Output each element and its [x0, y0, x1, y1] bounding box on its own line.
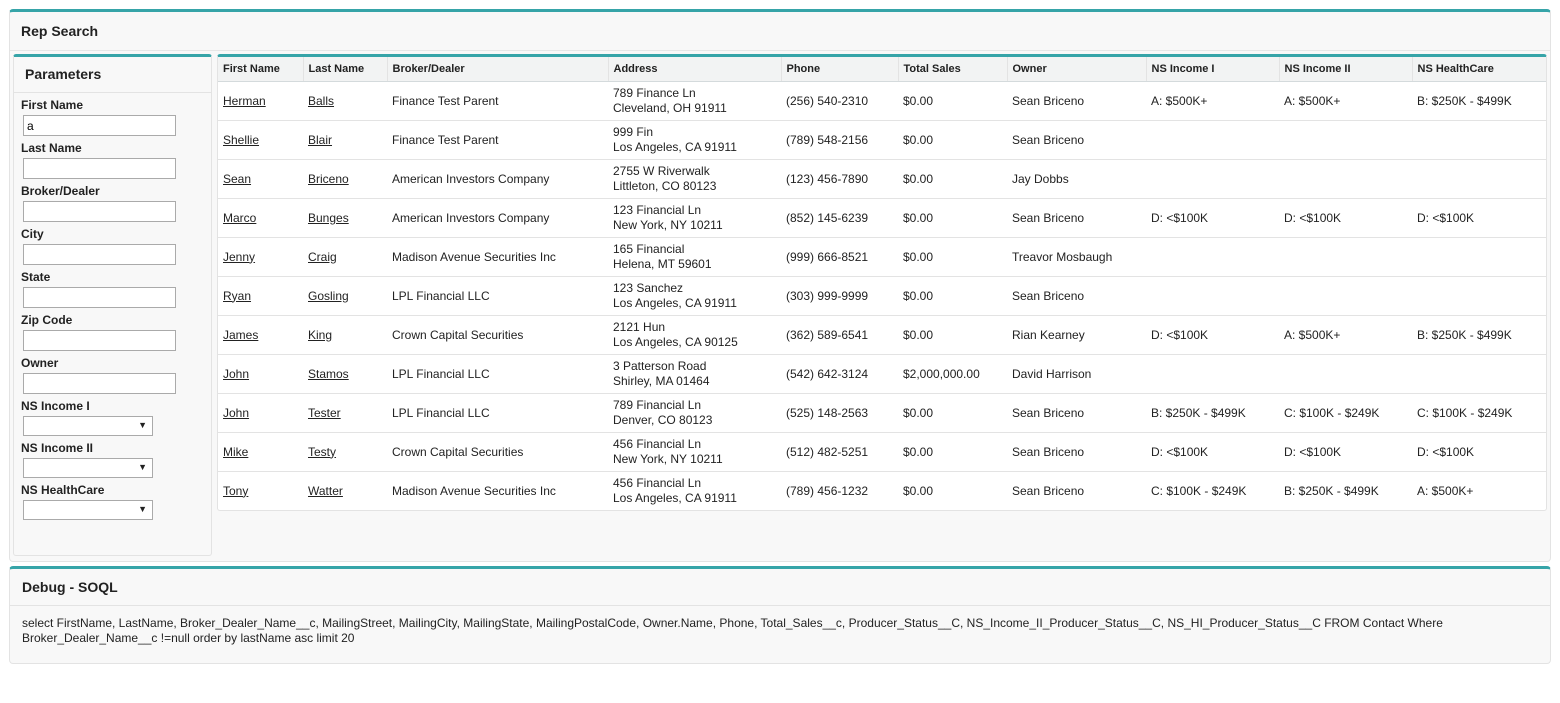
last-name-cell	[303, 472, 387, 511]
broker-dealer: LPL Financial LLC	[392, 366, 490, 381]
owner: Sean Briceno	[1012, 93, 1085, 108]
field-state	[21, 270, 211, 308]
owner: Sean Briceno	[1012, 444, 1085, 459]
total-sales: $0.00	[903, 132, 934, 147]
column-header-first-name[interactable]: First Name	[218, 57, 303, 82]
column-header-address[interactable]: Address	[608, 57, 781, 82]
column-header-total-sales[interactable]: Total Sales	[898, 57, 1007, 82]
ns-healthcare: D: <$100K	[1417, 444, 1475, 459]
column-header-ns-healthcare[interactable]: NS HealthCare	[1412, 57, 1546, 82]
ns-income-i: B: $250K - $499K	[1151, 405, 1246, 420]
ns-income-ii: D: <$100K	[1284, 210, 1342, 225]
table-header-row	[218, 57, 1546, 82]
ns-healthcare-cell	[1412, 160, 1546, 199]
table-row	[218, 238, 1546, 277]
last-name-input[interactable]	[23, 158, 176, 179]
ns-income-i: C: $100K - $249K	[1151, 483, 1247, 498]
owner: Sean Briceno	[1012, 405, 1085, 420]
phone: (852) 145-6239	[786, 210, 869, 225]
first-name-link[interactable]: John	[223, 366, 250, 381]
owner: Rian Kearney	[1012, 327, 1085, 342]
ns-income-ii-cell	[1279, 433, 1412, 472]
owner-label: Owner	[21, 356, 59, 370]
address-street: 789 Financial Ln	[613, 398, 702, 412]
first-name-link[interactable]: Mike	[223, 444, 249, 459]
address-street: 165 Financial	[613, 242, 685, 256]
owner-cell	[1007, 277, 1146, 316]
ns-income-i-cell	[1146, 355, 1279, 394]
phone: (542) 642-3124	[786, 366, 869, 381]
total-sales: $0.00	[903, 288, 934, 303]
address-cell	[608, 394, 781, 433]
address-city-state-zip: Los Angeles, CA 91911	[613, 491, 737, 505]
phone-cell	[781, 82, 898, 121]
city-input[interactable]	[23, 244, 176, 265]
owner-cell	[1007, 394, 1146, 433]
ns-income-i-cell	[1146, 316, 1279, 355]
parameters-panel	[13, 54, 212, 556]
ns-income-ii: B: $250K - $499K	[1284, 483, 1379, 498]
first-name-cell	[218, 160, 303, 199]
table-row	[218, 472, 1546, 511]
table-row	[218, 160, 1546, 199]
broker-dealer-input[interactable]	[23, 201, 176, 222]
total-sales: $0.00	[903, 171, 934, 186]
table-row	[218, 121, 1546, 160]
owner: David Harrison	[1012, 366, 1092, 381]
field-ns-healthcare	[21, 483, 211, 520]
table-row	[218, 433, 1546, 472]
phone-cell	[781, 394, 898, 433]
table-row	[218, 199, 1546, 238]
last-name-cell	[303, 433, 387, 472]
table-row	[218, 355, 1546, 394]
total-sales-cell	[898, 355, 1007, 394]
parameters-title: Parameters	[14, 57, 211, 93]
rep-search-title: Rep Search	[10, 12, 1550, 51]
soql-query-text: select FirstName, LastName, Broker_Dealer_Name__c, MailingStreet, MailingCity, MailingState, MailingPostalCode, Owner.Name, Phone, Total_Sales__c, Producer_Status__C, NS_Income_II_Producer_Status__C, NS_HI_Producer_Status__C FROM Contact Where Broker_Dealer_Name__c !=null order by lastName asc limit 20	[22, 616, 1443, 645]
ns-income-i-label: NS Income I	[21, 399, 90, 413]
zip-code-label: Zip Code	[21, 313, 73, 327]
last-name-link[interactable]: Testy	[308, 444, 337, 459]
first-name-cell	[218, 121, 303, 160]
owner-cell	[1007, 433, 1146, 472]
broker-dealer: American Investors Company	[392, 171, 550, 186]
column-header-ns-income-i[interactable]: NS Income I	[1146, 57, 1279, 82]
address-city-state-zip: Los Angeles, CA 91911	[613, 140, 737, 154]
field-ns-income-ii	[21, 441, 211, 478]
broker-dealer-cell	[387, 238, 608, 277]
ns-healthcare-cell	[1412, 316, 1546, 355]
ns-income-i-cell	[1146, 472, 1279, 511]
column-header-ns-income-ii[interactable]: NS Income II	[1279, 57, 1412, 82]
broker-dealer-cell	[387, 277, 608, 316]
broker-dealer: LPL Financial LLC	[392, 405, 490, 420]
column-header-broker-dealer[interactable]: Broker/Dealer	[387, 57, 608, 82]
address-cell	[608, 316, 781, 355]
last-name-cell	[303, 316, 387, 355]
phone-cell	[781, 199, 898, 238]
total-sales: $0.00	[903, 93, 934, 108]
last-name-label: Last Name	[21, 141, 82, 155]
first-name-cell	[218, 394, 303, 433]
debug-title: Debug - SOQL	[10, 569, 1550, 606]
owner: Sean Briceno	[1012, 210, 1085, 225]
broker-dealer-cell	[387, 199, 608, 238]
first-name-link[interactable]: Jenny	[223, 249, 256, 264]
ns-income-i-cell	[1146, 160, 1279, 199]
broker-dealer-cell	[387, 82, 608, 121]
broker-dealer: American Investors Company	[392, 210, 550, 225]
phone: (789) 456-1232	[786, 483, 869, 498]
broker-dealer: Crown Capital Securities	[392, 327, 524, 342]
address-city-state-zip: New York, NY 10211	[613, 218, 723, 232]
ns-income-ii-cell	[1279, 121, 1412, 160]
ns-income-ii-cell	[1279, 277, 1412, 316]
ns-income-i-cell	[1146, 199, 1279, 238]
last-name-cell	[303, 199, 387, 238]
last-name-cell	[303, 121, 387, 160]
parameters-form	[14, 98, 211, 520]
dropdown-arrow-icon: ▼	[138, 462, 147, 472]
phone-cell	[781, 121, 898, 160]
state-input[interactable]	[23, 287, 176, 308]
ns-healthcare: B: $250K - $499K	[1417, 327, 1512, 342]
phone-cell	[781, 316, 898, 355]
first-name-cell	[218, 82, 303, 121]
first-name-label: First Name	[21, 98, 84, 112]
broker-dealer: Crown Capital Securities	[392, 444, 524, 459]
owner-cell	[1007, 121, 1146, 160]
rep-search-panel	[9, 9, 1551, 562]
address-cell	[608, 238, 781, 277]
state-label: State	[21, 270, 51, 284]
broker-dealer-cell	[387, 355, 608, 394]
ns-healthcare-cell	[1412, 355, 1546, 394]
field-last-name	[21, 141, 211, 179]
ns-healthcare-cell	[1412, 394, 1546, 433]
owner-cell	[1007, 316, 1146, 355]
broker-dealer-label: Broker/Dealer	[21, 184, 100, 198]
ns-income-ii-cell	[1279, 199, 1412, 238]
ns-healthcare-label: NS HealthCare	[21, 483, 105, 497]
ns-healthcare: B: $250K - $499K	[1417, 93, 1512, 108]
owner-input[interactable]	[23, 373, 176, 394]
ns-income-i-cell	[1146, 238, 1279, 277]
last-name-cell	[303, 238, 387, 277]
phone: (362) 589-6541	[786, 327, 869, 342]
address-cell	[608, 82, 781, 121]
last-name-cell	[303, 82, 387, 121]
total-sales-cell	[898, 394, 1007, 433]
phone-cell	[781, 160, 898, 199]
ns-income-i-cell	[1146, 82, 1279, 121]
dropdown-arrow-icon: ▼	[138, 504, 147, 514]
address-cell	[608, 355, 781, 394]
ns-income-i-cell	[1146, 433, 1279, 472]
ns-healthcare-cell	[1412, 472, 1546, 511]
last-name-link[interactable]: Bunges	[308, 210, 349, 225]
address-street: 2121 Hun	[613, 320, 666, 334]
ns-healthcare-cell	[1412, 238, 1546, 277]
first-name-link[interactable]: John	[223, 405, 250, 420]
ns-income-i: D: <$100K	[1151, 327, 1209, 342]
ns-income-ii-cell	[1279, 355, 1412, 394]
ns-healthcare-cell	[1412, 433, 1546, 472]
address-city-state-zip: Los Angeles, CA 91911	[613, 296, 737, 310]
debug-soql-panel	[9, 566, 1551, 664]
ns-income-ii-cell	[1279, 160, 1412, 199]
last-name-link[interactable]: Stamos	[308, 366, 349, 381]
column-header-last-name[interactable]: Last Name	[303, 57, 387, 82]
address-cell	[608, 199, 781, 238]
broker-dealer: Madison Avenue Securities Inc	[392, 249, 556, 264]
total-sales: $0.00	[903, 444, 934, 459]
ns-income-ii: A: $500K+	[1284, 93, 1341, 108]
table-row	[218, 394, 1546, 433]
broker-dealer-cell	[387, 160, 608, 199]
total-sales: $2,000,000.00	[903, 366, 980, 381]
first-name-link[interactable]: Herman	[223, 93, 266, 108]
broker-dealer: Finance Test Parent	[392, 132, 499, 147]
last-name-cell	[303, 394, 387, 433]
first-name-input[interactable]	[23, 115, 176, 136]
first-name-cell	[218, 433, 303, 472]
first-name-cell	[218, 355, 303, 394]
ns-healthcare: D: <$100K	[1417, 210, 1475, 225]
address-city-state-zip: Helena, MT 59601	[613, 257, 712, 271]
field-owner	[21, 356, 211, 394]
address-city-state-zip: Los Angeles, CA 90125	[613, 335, 738, 349]
owner-cell	[1007, 82, 1146, 121]
ns-income-ii-cell	[1279, 316, 1412, 355]
owner: Sean Briceno	[1012, 132, 1085, 147]
owner-cell	[1007, 238, 1146, 277]
last-name-link[interactable]: Balls	[308, 93, 335, 108]
table-body	[218, 82, 1546, 511]
broker-dealer-cell	[387, 472, 608, 511]
phone: (256) 540-2310	[786, 93, 869, 108]
last-name-cell	[303, 355, 387, 394]
last-name-cell	[303, 160, 387, 199]
ns-income-ii-label: NS Income II	[21, 441, 94, 455]
ns-income-ii-cell	[1279, 394, 1412, 433]
total-sales-cell	[898, 316, 1007, 355]
first-name-link[interactable]: Shellie	[223, 132, 260, 147]
total-sales-cell	[898, 433, 1007, 472]
dropdown-arrow-icon: ▼	[138, 420, 147, 430]
address-street: 2755 W Riverwalk	[613, 164, 710, 178]
results-table	[218, 57, 1547, 511]
last-name-link[interactable]: Briceno	[308, 171, 349, 186]
owner: Sean Briceno	[1012, 288, 1085, 303]
first-name-link[interactable]: Sean	[223, 171, 252, 186]
phone: (999) 666-8521	[786, 249, 869, 264]
owner-cell	[1007, 355, 1146, 394]
address-cell	[608, 160, 781, 199]
phone-cell	[781, 433, 898, 472]
ns-income-i-select[interactable]	[23, 416, 153, 436]
phone-cell	[781, 277, 898, 316]
table-row	[218, 316, 1546, 355]
city-label: City	[21, 227, 44, 241]
ns-healthcare-cell	[1412, 199, 1546, 238]
first-name-link[interactable]: Ryan	[223, 288, 252, 303]
ns-income-ii-select[interactable]	[23, 458, 153, 478]
phone-cell	[781, 238, 898, 277]
ns-income-ii: D: <$100K	[1284, 444, 1342, 459]
address-cell	[608, 121, 781, 160]
total-sales-cell	[898, 199, 1007, 238]
address-street: 456 Financial Ln	[613, 476, 702, 490]
phone: (512) 482-5251	[786, 444, 869, 459]
phone: (123) 456-7890	[786, 171, 869, 186]
ns-healthcare: A: $500K+	[1417, 483, 1474, 498]
ns-healthcare: C: $100K - $249K	[1417, 405, 1513, 420]
ns-income-i-cell	[1146, 277, 1279, 316]
ns-income-ii: A: $500K+	[1284, 327, 1341, 342]
phone-cell	[781, 355, 898, 394]
ns-healthcare-cell	[1412, 277, 1546, 316]
field-first-name	[21, 98, 211, 136]
ns-income-i-cell	[1146, 394, 1279, 433]
column-header-owner[interactable]: Owner	[1007, 57, 1146, 82]
ns-healthcare-cell	[1412, 82, 1546, 121]
ns-healthcare-cell	[1412, 121, 1546, 160]
total-sales: $0.00	[903, 483, 934, 498]
owner-cell	[1007, 472, 1146, 511]
address-city-state-zip: Littleton, CO 80123	[613, 179, 717, 193]
field-zip-code	[21, 313, 211, 351]
first-name-link[interactable]: James	[223, 327, 259, 342]
broker-dealer-cell	[387, 121, 608, 160]
phone: (303) 999-9999	[786, 288, 869, 303]
total-sales-cell	[898, 160, 1007, 199]
last-name-link[interactable]: Watter	[308, 483, 343, 498]
phone-cell	[781, 472, 898, 511]
first-name-cell	[218, 199, 303, 238]
total-sales-cell	[898, 472, 1007, 511]
owner: Jay Dobbs	[1012, 171, 1069, 186]
address-street: 789 Finance Ln	[613, 86, 696, 100]
field-broker-dealer	[21, 184, 211, 222]
first-name-cell	[218, 472, 303, 511]
owner-cell	[1007, 199, 1146, 238]
first-name-cell	[218, 277, 303, 316]
ns-income-i: D: <$100K	[1151, 210, 1209, 225]
owner: Treavor Mosbaugh	[1012, 249, 1113, 264]
results-table-container	[217, 54, 1547, 511]
broker-dealer-cell	[387, 316, 608, 355]
address-street: 123 Financial Ln	[613, 203, 702, 217]
total-sales: $0.00	[903, 249, 934, 264]
last-name-link[interactable]: Tester	[308, 405, 341, 420]
owner: Sean Briceno	[1012, 483, 1085, 498]
ns-income-ii-cell	[1279, 238, 1412, 277]
total-sales: $0.00	[903, 405, 934, 420]
last-name-link[interactable]: Gosling	[308, 288, 349, 303]
total-sales: $0.00	[903, 327, 934, 342]
column-header-phone[interactable]: Phone	[781, 57, 898, 82]
address-street: 3 Patterson Road	[613, 359, 707, 373]
total-sales-cell	[898, 238, 1007, 277]
field-city	[21, 227, 211, 265]
address-cell	[608, 277, 781, 316]
first-name-link[interactable]: Tony	[223, 483, 249, 498]
owner-cell	[1007, 160, 1146, 199]
table-row	[218, 277, 1546, 316]
ns-income-ii: C: $100K - $249K	[1284, 405, 1380, 420]
first-name-link[interactable]: Marco	[223, 210, 257, 225]
field-ns-income-i	[21, 399, 211, 436]
last-name-link[interactable]: Craig	[308, 249, 337, 264]
address-city-state-zip: Cleveland, OH 91911	[613, 101, 727, 115]
broker-dealer-cell	[387, 433, 608, 472]
broker-dealer-cell	[387, 394, 608, 433]
address-street: 123 Sanchez	[613, 281, 684, 295]
ns-income-i: A: $500K+	[1151, 93, 1208, 108]
first-name-cell	[218, 316, 303, 355]
ns-healthcare-select[interactable]	[23, 500, 153, 520]
total-sales-cell	[898, 277, 1007, 316]
total-sales: $0.00	[903, 210, 934, 225]
ns-income-ii-cell	[1279, 472, 1412, 511]
phone: (525) 148-2563	[786, 405, 869, 420]
last-name-link[interactable]: King	[308, 327, 333, 342]
address-city-state-zip: Denver, CO 80123	[613, 413, 713, 427]
total-sales-cell	[898, 121, 1007, 160]
broker-dealer: Madison Avenue Securities Inc	[392, 483, 556, 498]
last-name-link[interactable]: Blair	[308, 132, 333, 147]
table-row	[218, 82, 1546, 121]
first-name-cell	[218, 238, 303, 277]
address-city-state-zip: Shirley, MA 01464	[613, 374, 710, 388]
phone: (789) 548-2156	[786, 132, 869, 147]
broker-dealer: LPL Financial LLC	[392, 288, 490, 303]
last-name-cell	[303, 277, 387, 316]
address-street: 999 Fin	[613, 125, 654, 139]
address-cell	[608, 472, 781, 511]
ns-income-i-cell	[1146, 121, 1279, 160]
zip-code-input[interactable]	[23, 330, 176, 351]
ns-income-i: D: <$100K	[1151, 444, 1209, 459]
address-street: 456 Financial Ln	[613, 437, 702, 451]
broker-dealer: Finance Test Parent	[392, 93, 499, 108]
total-sales-cell	[898, 82, 1007, 121]
address-cell	[608, 433, 781, 472]
ns-income-ii-cell	[1279, 82, 1412, 121]
address-city-state-zip: New York, NY 10211	[613, 452, 723, 466]
